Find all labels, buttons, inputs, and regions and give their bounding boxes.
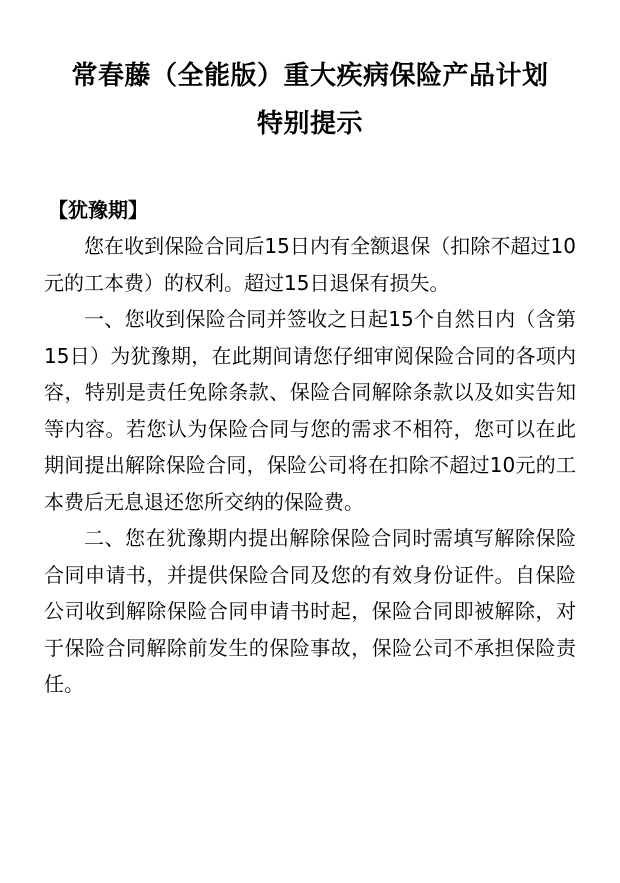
paragraph-item-2: 二、您在犹豫期内提出解除保险合同时需填写解除保险合同申请书，并提供保险合同及您的有效身份证件。自保险公司收到解除保险合同申请书时起，保险合同即被解除，对于保险合同解除前发生的保险事故，保险公司不承担保险责任。 — [44, 526, 576, 696]
title-line-2: 特别提示 — [256, 109, 363, 139]
paragraph-item-1: 一、您收到保险合同并签收之日起15个自然日内（含第15日）为犹豫期，在此期间请您仔细审阅保险合同的各项内容，特别是责任免除条款、保险合同解除条款以及如实告知等内容。若您认为保险合同与您的需求不相符，您可以在此期间提出解除保险合同，保险公司将在扣除不超过10元的工本费后无息退还您所交纳的保险费。 — [44, 307, 576, 514]
section-heading: 【犹豫期】 — [48, 198, 148, 222]
document-title — [44, 52, 576, 148]
paragraph-intro: 您在收到保险合同后15日内有全额退保（扣除不超过10元的工本费）的权利。超过15日退保有损失。 — [44, 234, 576, 295]
title-line-1: 常春藤（全能版）重大疾病保险产品计划 — [71, 61, 549, 91]
